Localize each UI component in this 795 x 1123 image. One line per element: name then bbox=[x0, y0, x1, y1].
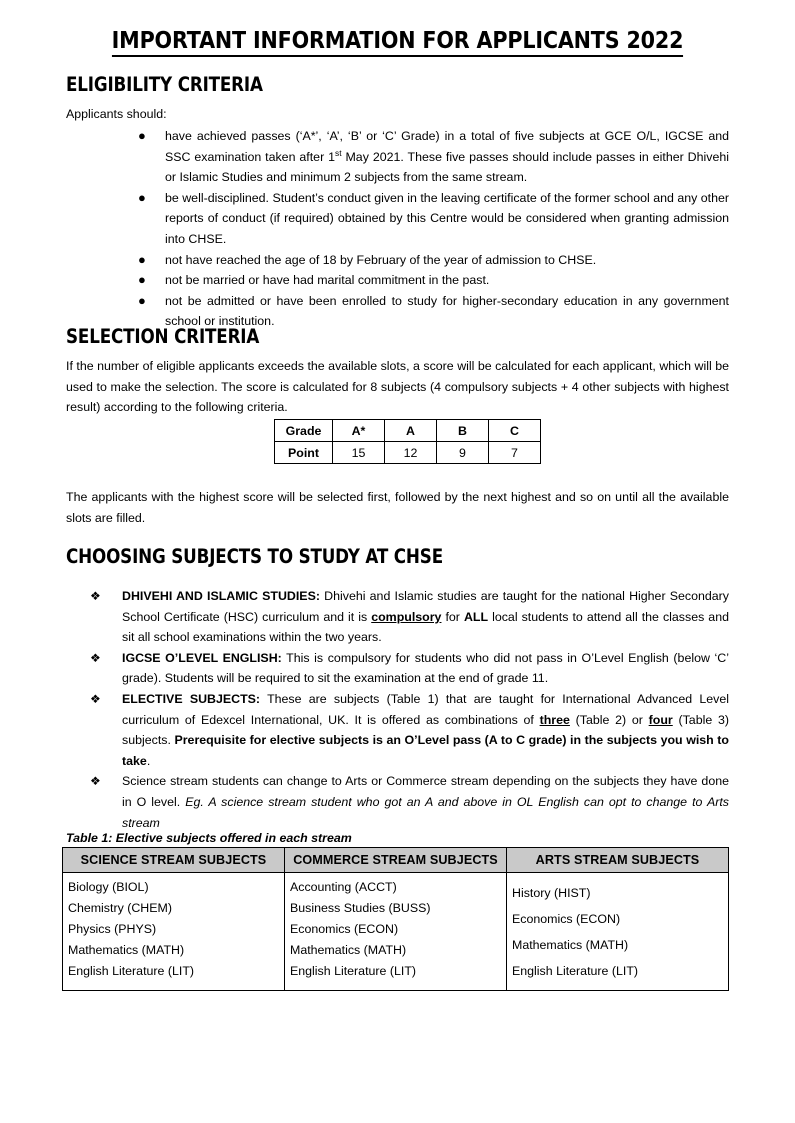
table-header-row bbox=[63, 848, 729, 873]
science-subjects-cell bbox=[63, 873, 285, 991]
text-run: (Table 3) subjects. bbox=[122, 712, 729, 748]
text-run: Prerequisite for elective subjects is an O’Level pass (A to C grade) in the subjects you wish to take bbox=[122, 733, 729, 768]
commerce-subjects-cell bbox=[285, 873, 507, 991]
page-title bbox=[48, 26, 748, 54]
subject-item: English Literature (LIT) bbox=[290, 964, 417, 978]
elective-subjects-table bbox=[62, 847, 729, 991]
eligibility-bullet-list bbox=[66, 126, 729, 332]
text-run: (Table 2) or bbox=[569, 712, 649, 727]
table-row bbox=[63, 873, 729, 991]
page-title-text: IMPORTANT INFORMATION FOR APPLICANTS 2022 bbox=[112, 26, 684, 57]
subject-item: Business Studies (BUSS) bbox=[290, 901, 431, 915]
text-run: have achieved passes (‘A*’, ‘A’, ‘B’ or ‘C’ Grade) in a total of five subjects at GCE O/L, IGCSE and SSC examination taken after 1 bbox=[165, 129, 729, 164]
subject-item: History (HIST) bbox=[512, 885, 591, 900]
round-bullet-icon: ● bbox=[138, 292, 146, 308]
section-heading-choosing-subjects: CHOOSING SUBJECTS TO STUDY AT CHSE bbox=[66, 545, 443, 568]
round-bullet-icon: ● bbox=[138, 128, 146, 143]
list-item-text bbox=[122, 651, 729, 686]
point-row-label: Point bbox=[275, 442, 333, 464]
text-run: st bbox=[335, 147, 342, 158]
eligibility-list-item bbox=[66, 126, 729, 188]
list-item-text bbox=[165, 191, 729, 246]
text-run: four bbox=[648, 712, 673, 727]
diamond-bullet-icon: ❖ bbox=[90, 774, 101, 789]
subject-item: Accounting (ACCT) bbox=[290, 880, 397, 894]
table1-caption: Table 1: Elective subjects offered in each stream bbox=[66, 831, 352, 845]
eligibility-list-item bbox=[66, 188, 729, 250]
text-run: three bbox=[539, 712, 570, 727]
grade-cell: A bbox=[385, 420, 437, 442]
column-header-commerce: COMMERCE STREAM SUBJECTS bbox=[285, 848, 507, 873]
arts-subjects-cell bbox=[507, 873, 729, 991]
point-cell: 15 bbox=[333, 442, 385, 464]
diamond-bullet-icon: ❖ bbox=[90, 691, 101, 706]
choosing-list-item bbox=[66, 771, 729, 833]
list-item-text bbox=[122, 774, 729, 829]
choosing-list-item bbox=[66, 586, 729, 648]
text-run: not have reached the age of 18 by February of the year of admission to CHSE. bbox=[165, 252, 597, 267]
grade-cell: C bbox=[489, 420, 541, 442]
text-run: not be admitted or have been enrolled to study for higher-secondary education in any government school or institution. bbox=[165, 293, 729, 329]
table-row bbox=[275, 420, 541, 442]
point-cell: 12 bbox=[385, 442, 437, 464]
subject-item: Mathematics (MATH) bbox=[512, 937, 629, 952]
round-bullet-icon: ● bbox=[138, 189, 146, 205]
subject-item: Mathematics (MATH) bbox=[68, 943, 185, 957]
grade-point-table bbox=[274, 419, 541, 464]
grade-cell: A* bbox=[333, 420, 385, 442]
text-run: DHIVEHI AND ISLAMIC STUDIES: bbox=[122, 589, 320, 603]
subject-item: English Literature (LIT) bbox=[68, 964, 195, 978]
text-run: May 2021. These five passes should include passes in either Dhivehi or Islamic Studies and minimum 2 subjects from the same stream. bbox=[165, 149, 729, 185]
list-item-text bbox=[122, 692, 729, 768]
text-run: for bbox=[441, 609, 464, 624]
diamond-bullet-icon: ❖ bbox=[90, 650, 101, 665]
text-run: Eg. A science stream student who got an A and above in OL English can opt to change to Arts stream bbox=[122, 794, 729, 830]
text-run: Dhivehi and Islamic studies are taught for the national Higher Secondary School Certificate (HSC) curriculum and it is bbox=[122, 589, 730, 624]
choosing-subjects-list bbox=[66, 586, 729, 833]
text-run: not be married or have had marital commitment in the past. bbox=[165, 273, 490, 288]
point-cell: 9 bbox=[437, 442, 489, 464]
text-run: local students to attend all the classes and sit all school examinations within the two years. bbox=[122, 609, 729, 645]
list-item-text bbox=[165, 129, 729, 184]
subject-item: Biology (BIOL) bbox=[68, 880, 149, 894]
selection-intro-paragraph: If the number of eligible applicants exceeds the available slots, a score will be calculated for each applicant, which will be used to make the selection. The score is calculated for 8 subjects (4 compulsory subjects + 4 other subjects with highest result) according to the following criteria. bbox=[66, 359, 729, 415]
point-cell: 7 bbox=[489, 442, 541, 464]
list-item-text bbox=[165, 294, 729, 329]
text-run: These are subjects (Table 1) that are taught for International Advanced Level curriculum of Edexcel International, UK. It is offered as combinations of bbox=[122, 691, 729, 727]
round-bullet-icon: ● bbox=[138, 251, 146, 267]
list-item-text bbox=[122, 589, 729, 644]
section-heading-eligibility: ELIGIBILITY CRITERIA bbox=[66, 73, 263, 96]
text-run: ELECTIVE SUBJECTS: bbox=[122, 691, 261, 706]
subject-item: Mathematics (MATH) bbox=[290, 943, 407, 957]
choosing-list-item bbox=[66, 689, 729, 771]
column-header-arts: ARTS STREAM SUBJECTS bbox=[507, 848, 729, 873]
section-heading-selection: SELECTION CRITERIA bbox=[66, 325, 260, 348]
diamond-bullet-icon: ❖ bbox=[90, 589, 101, 603]
selection-outro-paragraph: The applicants with the highest score will be selected first, followed by the next highest and so on until all the available slots are filled. bbox=[66, 490, 729, 525]
choosing-list-item bbox=[66, 648, 729, 689]
eligibility-intro: Applicants should: bbox=[66, 107, 167, 121]
column-header-science: SCIENCE STREAM SUBJECTS bbox=[63, 848, 285, 873]
list-item-text bbox=[165, 273, 489, 287]
text-run: ALL bbox=[463, 609, 489, 624]
table-row bbox=[275, 442, 541, 464]
grade-row-label: Grade bbox=[275, 420, 333, 442]
text-run: . bbox=[146, 753, 151, 768]
subject-item: Economics (ECON) bbox=[290, 922, 399, 936]
text-run: This is compulsory for students who did not pass in O’Level English (below ‘C’ grade). Students will be required to sit the examination at the end of grade 11. bbox=[122, 650, 729, 686]
text-run: be well-disciplined. Student’s conduct given in the leaving certificate of the former school and any other reports of conduct (if required) obtained by this Centre would be considered when granting admission into CHSE. bbox=[165, 190, 729, 246]
list-item-text bbox=[165, 253, 596, 267]
subject-item: Chemistry (CHEM) bbox=[68, 901, 172, 915]
text-run: Science stream students can change to Arts or Commerce stream depending on the subjects they have done in O level. bbox=[122, 774, 729, 809]
text-run: IGCSE O’LEVEL ENGLISH: bbox=[122, 650, 282, 665]
subject-item: English Literature (LIT) bbox=[512, 963, 639, 978]
eligibility-list-item bbox=[66, 270, 729, 291]
subject-item: Physics (PHYS) bbox=[68, 922, 157, 936]
eligibility-list-item bbox=[66, 250, 729, 271]
round-bullet-icon: ● bbox=[138, 272, 146, 288]
text-run: compulsory bbox=[371, 609, 442, 624]
subject-item: Economics (ECON) bbox=[512, 911, 621, 926]
grade-cell: B bbox=[437, 420, 489, 442]
